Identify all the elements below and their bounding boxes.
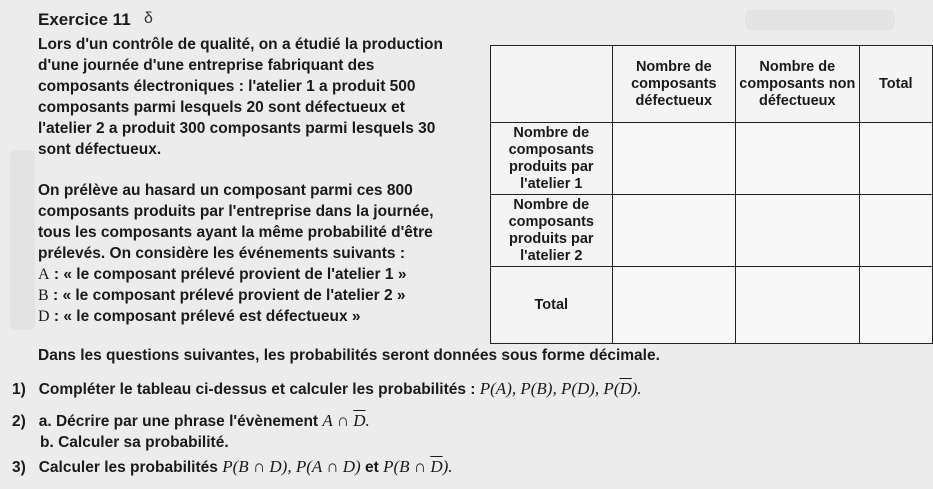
table-row-label: Total <box>491 267 613 344</box>
table-cell[interactable] <box>859 267 932 344</box>
question-3 <box>12 457 453 477</box>
table-cell[interactable] <box>612 267 735 344</box>
complement-d: $\overline{D}$ <box>619 379 632 398</box>
event-a <box>38 265 406 285</box>
draw-line: composants produits par l'entreprise dans la journée, <box>38 203 434 220</box>
intro-line: Lors d'un contrôle de qualité, on a étudié la production <box>38 36 443 53</box>
contingency-table <box>490 45 933 344</box>
question-math: ). <box>631 379 642 398</box>
question-text: Compléter le tableau ci-dessus et calculer les probabilités : <box>38 381 480 398</box>
event-letter: B <box>38 287 49 304</box>
table-row <box>491 267 933 344</box>
event-text: : « le composant prélevé provient de l'atelier 1 » <box>49 266 407 283</box>
handwritten-mark: δ <box>144 10 153 27</box>
table-corner-cell <box>491 46 613 123</box>
question-number: 1) <box>12 381 26 398</box>
background-smudge <box>745 10 895 30</box>
table-header-non-defective: Nombre de composants non défectueux <box>736 46 859 123</box>
event-letter: A <box>38 266 50 283</box>
complement-d: $\overline{D}$ <box>430 457 443 476</box>
table-row <box>491 195 933 267</box>
question-2b: b. Calculer sa probabilité. <box>40 434 229 451</box>
table-cell[interactable] <box>612 195 735 267</box>
background-smudge <box>10 150 35 330</box>
table-cell[interactable] <box>736 267 859 344</box>
table-cell[interactable] <box>859 195 932 267</box>
event-letter: D <box>38 308 50 325</box>
question-2a <box>12 411 370 431</box>
intro-line: sont défectueux. <box>38 141 162 158</box>
table-cell[interactable] <box>612 123 735 195</box>
table-row-label: Nombre de composants produits par l'atelier 1 <box>491 123 613 195</box>
draw-line: On prélève au hasard un composant parmi ces 800 <box>38 182 413 199</box>
table-row-label: Nombre de composants produits par l'atelier 2 <box>491 195 613 267</box>
intro-paragraph <box>38 34 490 160</box>
table-header-defective: Nombre de composants défectueux <box>612 46 735 123</box>
question-number: 2) <box>12 413 26 430</box>
draw-line: prélevés. On considère les événements suivants : <box>38 245 405 262</box>
table-header-total: Total <box>859 46 932 123</box>
question-text: a. Décrire par une phrase l'évènement <box>38 413 323 430</box>
question-math: P(B ∩ <box>383 457 431 476</box>
question-math: P(A), P(B), P(D), P( <box>479 379 620 398</box>
draw-line: tous les composants ayant la même probabilité d'être <box>38 224 433 241</box>
event-b <box>38 286 406 306</box>
question-math: A ∩ <box>322 411 354 430</box>
event-text: : « le composant prélevé provient de l'atelier 2 » <box>48 287 406 304</box>
intro-line: d'une journée d'une entreprise fabriquant des <box>38 57 375 74</box>
exercise-title: Exercice 11 <box>38 10 131 29</box>
event-text: : « le composant prélevé est défectueux » <box>49 308 361 325</box>
question-math: P(B ∩ D), P(A ∩ D) <box>222 457 361 476</box>
table-cell[interactable] <box>859 123 932 195</box>
table-cell[interactable] <box>736 123 859 195</box>
question-number: 3) <box>12 459 26 476</box>
intro-line: l'atelier 2 a produit 300 composants parmi lesquels 30 <box>38 120 436 137</box>
question-text: Calculer les probabilités <box>38 459 223 476</box>
complement-d: $\overline{D}$ <box>353 411 366 430</box>
table-cell[interactable] <box>736 195 859 267</box>
decimal-note: Dans les questions suivantes, les probabilités seront données sous forme décimale. <box>38 347 660 364</box>
table-row <box>491 123 933 195</box>
intro-line: composants électroniques : l'atelier 1 a produit 500 <box>38 78 416 95</box>
question-math: ). <box>442 457 453 476</box>
question-math: . <box>365 411 370 430</box>
event-d <box>38 307 361 327</box>
draw-paragraph <box>38 180 490 264</box>
table-header-row <box>491 46 933 123</box>
intro-line: composants parmi lesquels 20 sont défectueux et <box>38 99 405 116</box>
question-text: et <box>360 459 384 476</box>
question-1 <box>12 379 642 399</box>
